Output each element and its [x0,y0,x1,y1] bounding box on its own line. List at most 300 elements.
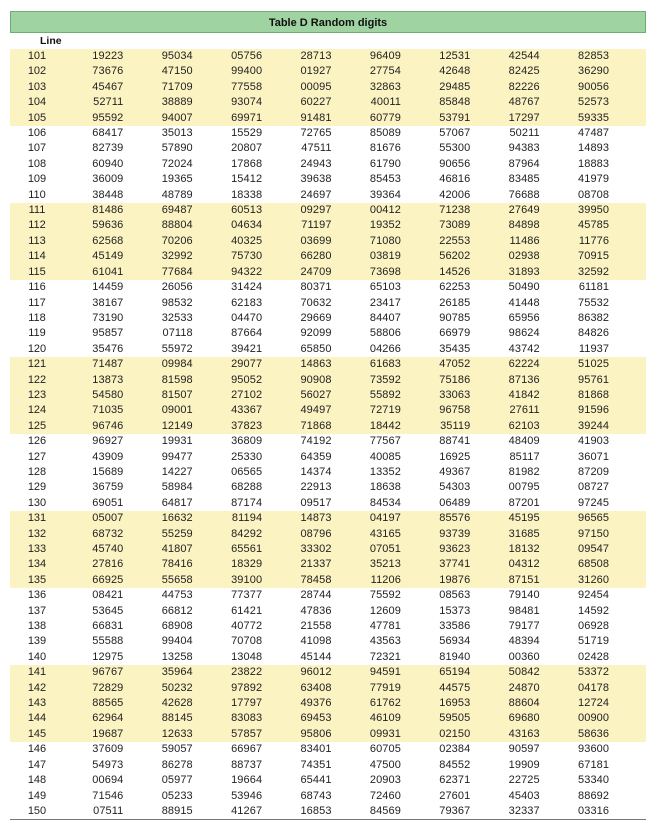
table-row [10,789,646,804]
digit-group: 88804 [161,219,193,232]
digit-group: 88692 [578,789,610,802]
digit-group: 16853 [300,804,332,817]
digit-group: 62103 [508,419,540,432]
digit-group: 19352 [369,219,401,232]
digit-group: 67181 [578,758,610,771]
digit-group: 70206 [161,234,193,247]
digit-group: 77684 [161,265,193,278]
digit-group: 11776 [578,234,610,247]
digit-group: 61041 [92,265,124,278]
digit-group: 79140 [508,589,540,602]
digit-group: 13352 [369,465,401,478]
digit-group: 15529 [231,127,263,140]
digit-group: 38448 [92,188,124,201]
digit-group: 66831 [92,620,124,633]
digit-group: 14592 [578,604,610,617]
digit-group: 66280 [300,250,332,263]
digit-group: 98624 [508,327,540,340]
digit-group: 72719 [369,404,401,417]
table-title: Table D Random digits [10,11,646,33]
digit-group: 96409 [369,50,401,62]
digit-group: 71197 [301,219,332,232]
digit-group: 72024 [161,157,193,170]
digit-group: 81982 [508,465,540,478]
digit-group: 11486 [509,234,540,247]
digit-group: 45740 [92,543,124,555]
line-number: 104 [27,96,47,109]
table-row [10,434,646,449]
digit-group: 87174 [231,496,263,509]
line-number: 129 [27,481,47,494]
digit-group: 88565 [92,697,124,710]
digit-group: 71709 [161,80,193,93]
digit-group: 32533 [161,311,193,324]
digit-group: 93600 [578,743,610,756]
table-row [10,681,646,696]
digit-group: 33063 [439,388,471,401]
digit-group: 83485 [508,173,540,186]
digit-group: 68908 [161,620,193,633]
digit-group: 51025 [578,358,610,371]
digit-group: 13873 [92,373,124,386]
table-row [10,373,646,388]
digit-group: 73592 [369,373,401,386]
line-number: 123 [27,388,47,401]
digit-group: 95052 [231,373,263,386]
digit-group: 98481 [508,604,540,617]
digit-group: 90656 [439,157,471,170]
digit-group: 12633 [161,727,193,740]
digit-group: 39421 [231,342,263,355]
digit-group: 51719 [578,635,610,648]
digit-group: 16953 [439,697,471,710]
digit-group: 14459 [92,281,124,294]
digit-group: 13258 [161,650,193,663]
line-number: 139 [27,635,47,648]
digit-group: 73089 [439,219,471,232]
digit-group: 29485 [439,80,471,93]
digit-group: 12724 [578,697,610,710]
table-row [10,588,646,603]
digit-group: 32592 [578,265,610,278]
table-row [10,727,646,742]
digit-group: 47500 [369,758,401,771]
random-digits-table [10,11,646,820]
digit-group: 85848 [439,96,471,109]
digit-group: 65194 [439,666,471,679]
digit-group: 55972 [161,342,193,355]
digit-group: 45785 [578,219,610,232]
digit-group: 97892 [231,681,263,694]
digit-group: 73698 [369,265,401,278]
digit-group: 53372 [578,666,610,679]
line-number: 136 [27,589,47,602]
digit-group: 60227 [300,96,332,109]
digit-group: 46816 [439,173,471,186]
digit-group: 39638 [300,173,332,186]
digit-group: 93074 [231,96,263,109]
digit-group: 69051 [92,496,124,509]
digit-group: 71487 [92,358,124,371]
digit-group: 72765 [300,127,332,140]
digit-group: 07511 [93,804,124,817]
digit-group: 47511 [301,142,332,155]
digit-group: 39950 [578,204,610,217]
line-number: 137 [27,604,47,617]
table-row [10,141,646,156]
digit-group: 19664 [231,774,263,787]
digit-group: 86278 [161,758,193,771]
digit-group: 31260 [578,573,610,586]
digit-group: 62253 [439,281,471,294]
digit-group: 29669 [300,311,332,324]
digit-group: 77919 [369,681,401,694]
line-column-header: Line [40,35,62,47]
digit-group: 76688 [508,188,540,201]
digit-group: 43742 [508,342,540,355]
line-number: 150 [27,804,47,817]
digit-group: 68508 [578,558,610,571]
digit-group: 52573 [578,96,610,109]
digit-group: 23822 [231,666,263,679]
digit-group: 65850 [300,342,332,355]
digit-group: 59505 [439,712,471,725]
digit-group: 65561 [231,543,263,555]
digit-group: 02938 [508,250,540,263]
table-row [10,265,646,280]
line-number: 121 [27,358,47,371]
table-row [10,450,646,465]
digit-group: 00360 [508,650,540,663]
digit-group: 97150 [578,527,610,540]
digit-group: 99404 [161,635,193,648]
digit-group: 71868 [300,419,332,432]
digit-group: 71546 [92,789,124,802]
digit-group: 53946 [231,789,263,802]
digit-group: 35119 [440,419,471,432]
digit-group: 53791 [439,111,471,124]
digit-group: 38167 [92,296,124,309]
digit-group: 41807 [161,543,193,555]
digit-group: 60705 [369,743,401,756]
line-number: 145 [27,727,47,740]
digit-group: 06565 [231,465,263,478]
digit-group: 95592 [92,111,124,124]
digit-group: 15412 [231,173,263,186]
digit-group: 33586 [439,620,471,633]
digit-group: 09931 [369,727,401,740]
table-row [10,126,646,141]
digit-group: 01927 [300,65,332,78]
digit-group: 81940 [439,650,471,663]
digit-group: 64359 [300,450,332,463]
digit-group: 04312 [508,558,540,571]
digit-group: 61762 [369,697,401,710]
digit-group: 69487 [161,204,193,217]
line-number: 110 [28,188,46,201]
digit-group: 95761 [578,373,610,386]
digit-group: 19687 [92,727,124,740]
digit-group: 08421 [92,589,124,602]
table-row [10,573,646,588]
table-row [10,804,646,819]
digit-group: 42006 [439,188,471,201]
digit-group: 17297 [508,111,540,124]
line-number: 116 [28,281,46,294]
digit-group: 02428 [578,650,610,663]
table-row [10,650,646,665]
digit-group: 27816 [92,558,124,571]
table-row [10,64,646,79]
digit-group: 85117 [509,450,540,463]
digit-group: 15689 [92,465,124,478]
digit-group: 75186 [439,373,471,386]
table-row [10,388,646,403]
digit-group: 18329 [231,558,263,571]
digit-group: 40011 [370,96,401,109]
line-number: 109 [27,173,47,186]
digit-group: 35476 [92,342,124,355]
digit-group: 21558 [300,620,332,633]
digit-group: 36009 [92,173,124,186]
digit-group: 71238 [439,204,471,217]
line-number: 147 [27,758,47,771]
digit-group: 16632 [161,512,193,525]
digit-group: 99400 [231,65,263,78]
table-row [10,188,646,203]
digit-group: 72321 [369,650,401,663]
digit-group: 18442 [369,419,401,432]
digit-group: 36759 [92,481,124,494]
digit-group: 05756 [231,50,263,62]
table-row [10,80,646,95]
digit-group: 03316 [578,804,610,817]
digit-group: 50232 [161,681,193,694]
digit-group: 60513 [231,204,263,217]
digit-group: 00412 [369,204,401,217]
line-number: 144 [27,712,47,725]
digit-group: 12149 [161,419,193,432]
digit-group: 93739 [439,527,471,540]
digit-group: 62568 [92,234,124,247]
digit-group: 94007 [161,111,193,124]
digit-group: 19876 [439,573,471,586]
digit-group: 70632 [300,296,332,309]
digit-group: 57067 [439,127,471,140]
digit-group: 06928 [578,620,610,633]
line-number: 117 [28,296,46,309]
table-row [10,511,646,526]
digit-group: 32992 [161,250,193,263]
digit-group: 87664 [231,327,263,340]
digit-group: 00694 [92,774,124,787]
digit-group: 14526 [439,265,471,278]
digit-group: 47052 [439,358,471,371]
digit-group: 99477 [161,450,193,463]
digit-group: 73190 [92,311,124,324]
digit-group: 35435 [439,342,471,355]
digit-group: 44753 [161,589,193,602]
digit-group: 37823 [231,419,263,432]
table-row [10,604,646,619]
digit-group: 78458 [300,573,332,586]
digit-group: 62371 [439,774,471,787]
line-number: 148 [27,774,47,787]
digit-group: 14374 [300,465,332,478]
digit-group: 84569 [369,804,401,817]
digit-group: 31685 [508,527,540,540]
digit-group: 88915 [161,804,193,817]
digit-group: 24709 [300,265,332,278]
digit-group: 50490 [508,281,540,294]
digit-group: 70708 [231,635,263,648]
table-row [10,111,646,126]
digit-group: 20903 [369,774,401,787]
digit-group: 96012 [300,666,332,679]
digit-group: 09547 [578,543,610,555]
table-row [10,696,646,711]
digit-group: 18132 [508,543,540,555]
digit-group: 43563 [369,635,401,648]
digit-group: 71080 [369,234,401,247]
line-number: 135 [27,573,47,586]
table-row [10,342,646,357]
digit-group: 48767 [508,96,540,109]
digit-group: 59057 [161,743,193,756]
digit-group: 82425 [508,65,540,78]
line-number: 125 [27,419,47,432]
digit-group: 00795 [508,481,540,494]
line-number: 141 [27,666,47,679]
table-row [10,249,646,264]
digit-group: 54973 [92,758,124,771]
digit-group: 54580 [92,388,124,401]
digit-group: 47836 [300,604,332,617]
digit-group: 66812 [161,604,193,617]
digit-group: 36071 [578,450,610,463]
digit-group: 22913 [300,481,332,494]
digit-group: 55658 [161,573,193,586]
digit-group: 79177 [508,620,540,633]
digit-group: 08708 [578,188,610,201]
digit-group: 96746 [92,419,124,432]
digit-group: 96927 [92,435,124,448]
digit-group: 24697 [300,188,332,201]
digit-group: 37741 [439,558,471,571]
digit-group: 27754 [369,65,401,78]
table-row [10,527,646,542]
table-row [10,773,646,788]
digit-group: 61181 [578,281,610,294]
digit-group: 88741 [439,435,471,448]
digit-group: 29077 [231,358,263,371]
digit-group: 83083 [231,712,263,725]
digit-group: 12609 [369,604,401,617]
digit-group: 60940 [92,157,124,170]
line-number: 112 [28,219,46,232]
digit-group: 32863 [369,80,401,93]
line-number: 115 [28,265,46,278]
digit-group: 39244 [578,419,610,432]
digit-group: 27601 [439,789,471,802]
digit-group: 24870 [508,681,540,694]
digit-group: 02384 [439,743,471,756]
table-row [10,157,646,172]
digit-group: 22725 [508,774,540,787]
digit-group: 94322 [231,265,263,278]
table-row [10,542,646,557]
line-number: 118 [28,311,46,324]
digit-group: 31893 [508,265,540,278]
table-row [10,95,646,110]
digit-group: 03699 [300,234,332,247]
digit-group: 75532 [578,296,610,309]
table-row [10,419,646,434]
digit-group: 57857 [231,727,263,740]
digit-group: 77567 [369,435,401,448]
digit-group: 59335 [578,111,610,124]
digit-group: 24943 [300,157,332,170]
line-number: 143 [27,697,47,710]
line-number: 106 [27,127,47,140]
digit-group: 81507 [161,388,193,401]
digit-group: 14863 [300,358,332,371]
line-number: 132 [27,527,47,540]
digit-group: 53645 [92,604,124,617]
digit-group: 71035 [92,404,124,417]
table-row [10,172,646,187]
line-number: 126 [27,435,47,448]
digit-group: 47150 [161,65,193,78]
digit-group: 00095 [300,80,332,93]
digit-group: 19365 [161,173,193,186]
line-number: 140 [27,650,47,663]
digit-group: 56027 [300,388,332,401]
digit-group: 66925 [92,573,124,586]
digit-group: 18883 [578,157,610,170]
digit-group: 41842 [508,388,540,401]
digit-group: 68288 [231,481,263,494]
digit-group: 44575 [439,681,471,694]
digit-group: 90785 [439,311,471,324]
digit-group: 58806 [369,327,401,340]
digit-group: 80371 [300,281,332,294]
digit-group: 27102 [231,388,263,401]
line-number: 124 [27,404,47,417]
digit-group: 35013 [161,127,193,140]
digit-group: 07051 [369,543,401,555]
line-number: 101 [27,50,47,62]
digit-group: 20807 [231,142,263,155]
digit-group: 96758 [439,404,471,417]
digit-group: 87136 [508,373,540,386]
line-number: 146 [27,743,47,756]
digit-group: 11937 [578,342,610,355]
digit-group: 82739 [92,142,124,155]
digit-group: 68417 [92,127,124,140]
digit-group: 43163 [508,727,540,740]
digit-group: 75592 [369,589,401,602]
digit-group: 42544 [508,50,540,62]
digit-group: 09984 [161,358,193,371]
digit-group: 55892 [369,388,401,401]
digit-group: 70915 [578,250,610,263]
digit-group: 91481 [300,111,332,124]
table-row [10,557,646,572]
digit-group: 86382 [578,311,610,324]
line-number: 130 [27,496,47,509]
digit-group: 04197 [369,512,401,525]
